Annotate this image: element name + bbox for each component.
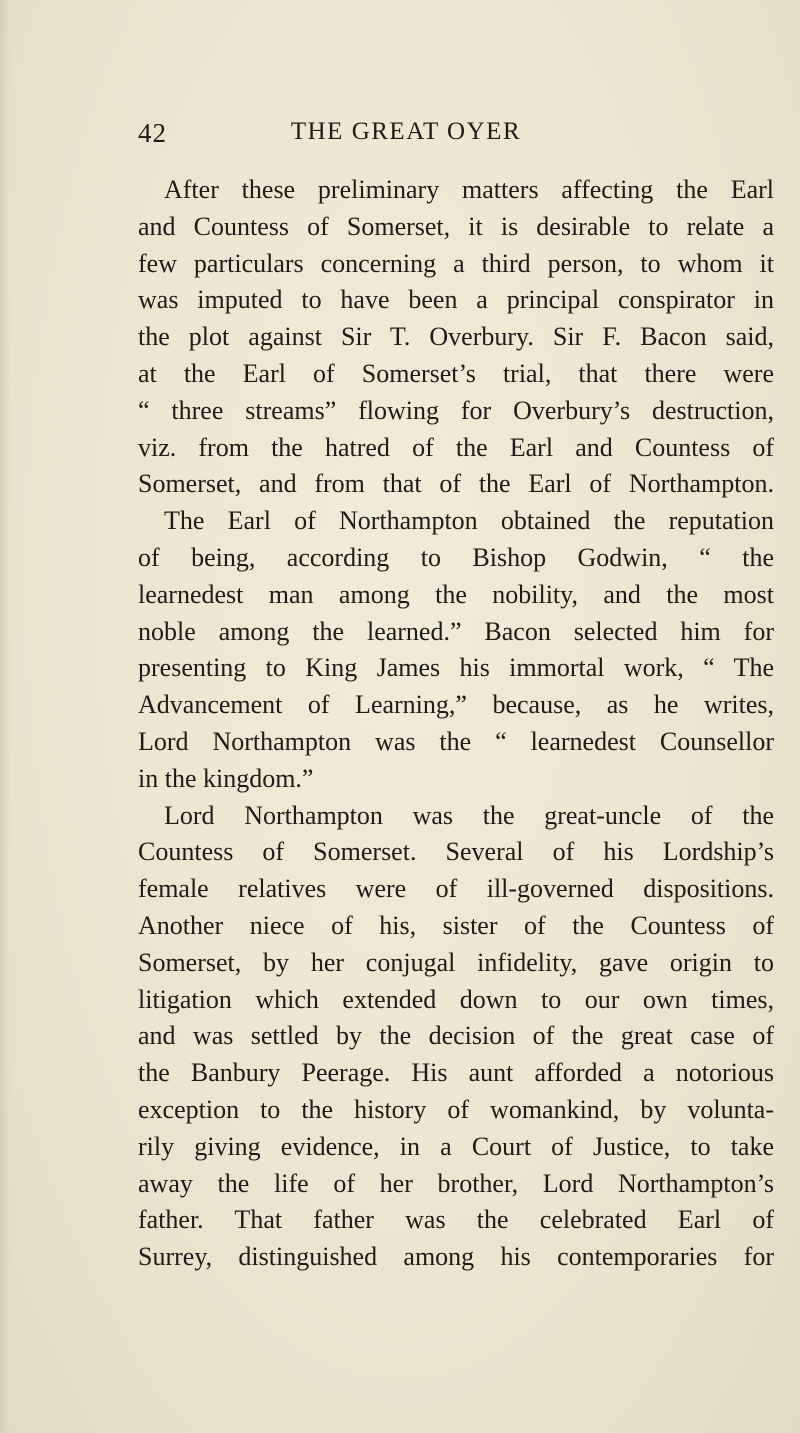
text-line: in the kingdom.” [138,763,314,793]
text-line: father. That father was the celebrated Earl of [138,1205,774,1235]
text-line: the Banbury Peerage. His aunt afforded a notorious [138,1058,774,1088]
text-line: After these preliminary matters affecting the Earl [164,175,774,204]
text-line: viz. from the hatred of the Earl and Countess of [138,432,774,462]
running-head: THE GREAT OYER [290,118,522,145]
text-line: Another niece of his, sister of the Countess of [138,910,774,940]
page-header [0,118,800,158]
text-line: Advancement of Learning,” because, as he writes, [138,690,774,720]
text-line: “ three streams” flowing for Overbury’s destruction, [138,395,774,425]
text-line: presenting to King James his immortal work, “ The [138,653,774,683]
text-line: litigation which extended down to our own times, [138,984,774,1014]
text-line: female relatives were of ill-governed dispositions. [138,874,774,904]
page-number: 42 [138,118,167,148]
text-line: was imputed to have been a principal conspirator in [138,285,774,315]
text-line: and was settled by the decision of the great case of [138,1021,774,1051]
page-edge-shadow [0,0,10,1433]
text-line: learnedest man among the nobility, and the most [138,579,774,609]
text-line: rily giving evidence, in a Court of Justice, to take [138,1131,774,1161]
text-line: Countess of Somerset. Several of his Lordship’s [138,837,774,867]
text-line: few particulars concerning a third person, to whom it [138,248,774,278]
text-line: and Countess of Somerset, it is desirable to relate a [138,211,774,241]
text-line: away the life of her brother, Lord Northampton’s [138,1168,774,1198]
text-line: the plot against Sir T. Overbury. Sir F. Bacon said, [138,322,774,352]
body-text [138,172,774,1276]
text-line: The Earl of Northampton obtained the reputation [164,506,774,536]
text-line: Surrey, distinguished among his contemporaries for [138,1242,774,1272]
text-line: Lord Northampton was the great-uncle of the [164,800,774,830]
text-line: of being, according to Bishop Godwin, “ the [138,542,774,572]
text-line: exception to the history of womankind, by volunta- [138,1094,774,1124]
text-line: at the Earl of Somerset’s trial, that there were [138,358,774,388]
text-line: Somerset, by her conjugal infidelity, gave origin to [138,947,774,977]
text-line: noble among the learned.” Bacon selected him for [138,616,774,646]
text-line: Somerset, and from that of the Earl of Northampton. [138,469,774,499]
text-line: Lord Northampton was the “ learnedest Counsellor [138,726,774,756]
